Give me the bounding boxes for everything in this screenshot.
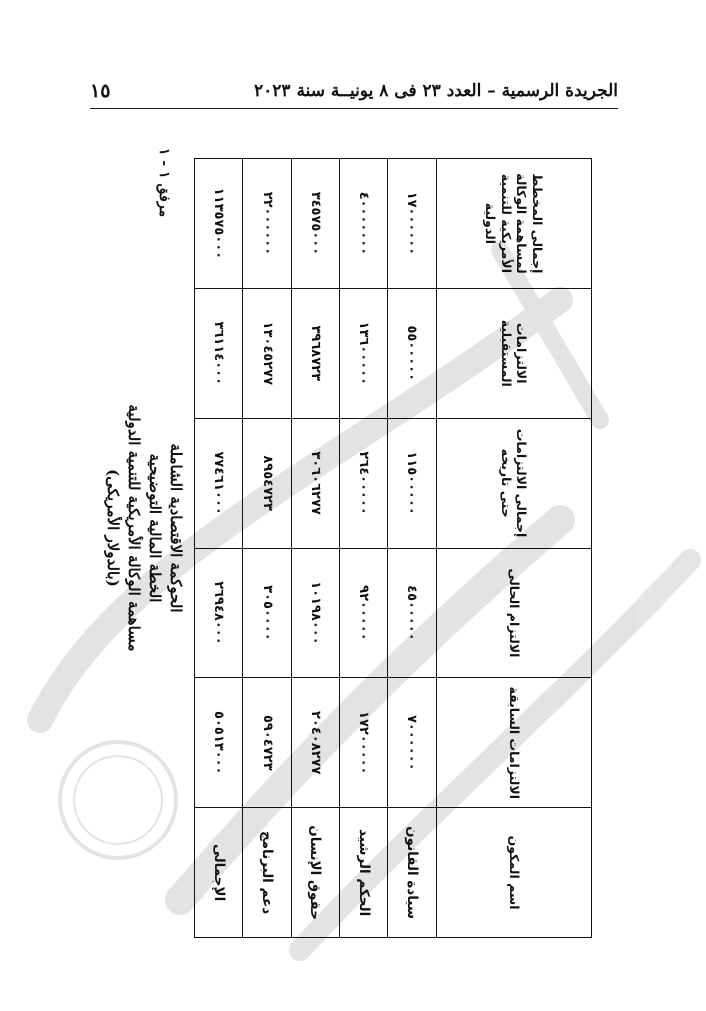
table-cell: ٢٠٤٠٨٢٧٧: [291, 678, 339, 808]
table-cell: ١٧٢٠٠٠٠٠: [340, 678, 388, 808]
table-cell: ٢٢٠٠٠٠٠٠: [243, 159, 291, 289]
table-cell: ٨٩٥٤٧٢٣: [243, 418, 291, 548]
table-row: [243, 159, 291, 938]
title-line: الخطة المالية التوضيحية: [146, 453, 164, 603]
header-cell: إجمالى الالتزامات حتى تاريخه: [436, 418, 591, 548]
table-cell: ١٧٠٠٠٠٠٠: [388, 159, 436, 289]
table-cell: ٧٧٤٦١٠٠٠: [195, 418, 243, 548]
gazette-title: الجريدة الرسمية – العدد ٢٣ فى ٨ يونيــة سنة ٢٠٢٣: [254, 81, 618, 101]
table-cell: ٣٩٦٨٧٢٣: [291, 288, 339, 418]
title-line: مساهمة الوكالة الأمريكية للتنمية الدولية: [125, 404, 143, 652]
table-cell: ١٠١٩٨٠٠٠: [291, 548, 339, 678]
component-name: دعم البرنامج: [243, 808, 291, 938]
financial-plan-table: [194, 158, 592, 938]
page-header: [90, 74, 618, 109]
table-cell: ٧٠٠٠٠٠٠: [388, 678, 436, 808]
attachment-label: مرفق ١ - ١: [156, 148, 172, 218]
table-cell: ٣٤٥٧٥٠٠٠: [291, 159, 339, 289]
table-cell: ٣٠٥٠٠٠٠: [243, 548, 291, 678]
annex-titles: [102, 218, 186, 838]
table-cell: ٤٥٠٠٠٠٠: [388, 548, 436, 678]
header-cell: اسم المكون: [436, 808, 591, 938]
table-cell: ١١٣٥٧٥٠٠٠: [195, 159, 243, 289]
component-name: الحكم الرشيد: [340, 808, 388, 938]
table-cell: ٣٦١١٤٠٠٠: [195, 288, 243, 418]
page-number: ١٥: [90, 80, 111, 102]
table-row: [291, 159, 339, 938]
component-name: سيادة القانون: [388, 808, 436, 938]
table-header-row: [436, 159, 591, 938]
table-cell: ٤٠٠٠٠٠٠٠: [340, 159, 388, 289]
component-name: حقوق الإنسان: [291, 808, 339, 938]
table-cell: ٥٠٥١٣٠٠٠: [195, 678, 243, 808]
component-name: الإجمالى: [195, 808, 243, 938]
table-cell: ٩٢٠٠٠٠٠: [340, 548, 388, 678]
table-cell: ٣٠٦٠٦٢٧٧: [291, 418, 339, 548]
table-cell: ٢٦٤٠٠٠٠٠: [340, 418, 388, 548]
table-total-row: [195, 159, 243, 938]
rotated-annex: [72, 138, 632, 958]
header-cell: الالتزام الحالى: [436, 548, 591, 678]
header-cell: الالتزامات السابقة: [436, 678, 591, 808]
header-cell: إجمالى المخطط لمساهمة الوكالة الأمريكية للتنمية الدولية: [436, 159, 591, 289]
table-row: [340, 159, 388, 938]
header-cell: الالتزامات المستقبلية: [436, 288, 591, 418]
table-cell: ٥٥٠٠٠٠٠: [388, 288, 436, 418]
table-cell: ٢٦٩٤٨٠٠٠: [195, 548, 243, 678]
table-cell: ٥٩٠٤٧٢٣: [243, 678, 291, 808]
table-cell: ١٣٦٠٠٠٠٠: [340, 288, 388, 418]
title-line: (بالدولار الأمريكى): [104, 469, 122, 587]
title-line: الحوكمة الاقتصادية الشاملة: [167, 443, 185, 613]
table-cell: ١١٥٠٠٠٠٠: [388, 418, 436, 548]
table-row: [388, 159, 436, 938]
table-cell: ١٣٠٤٥٢٧٧: [243, 288, 291, 418]
